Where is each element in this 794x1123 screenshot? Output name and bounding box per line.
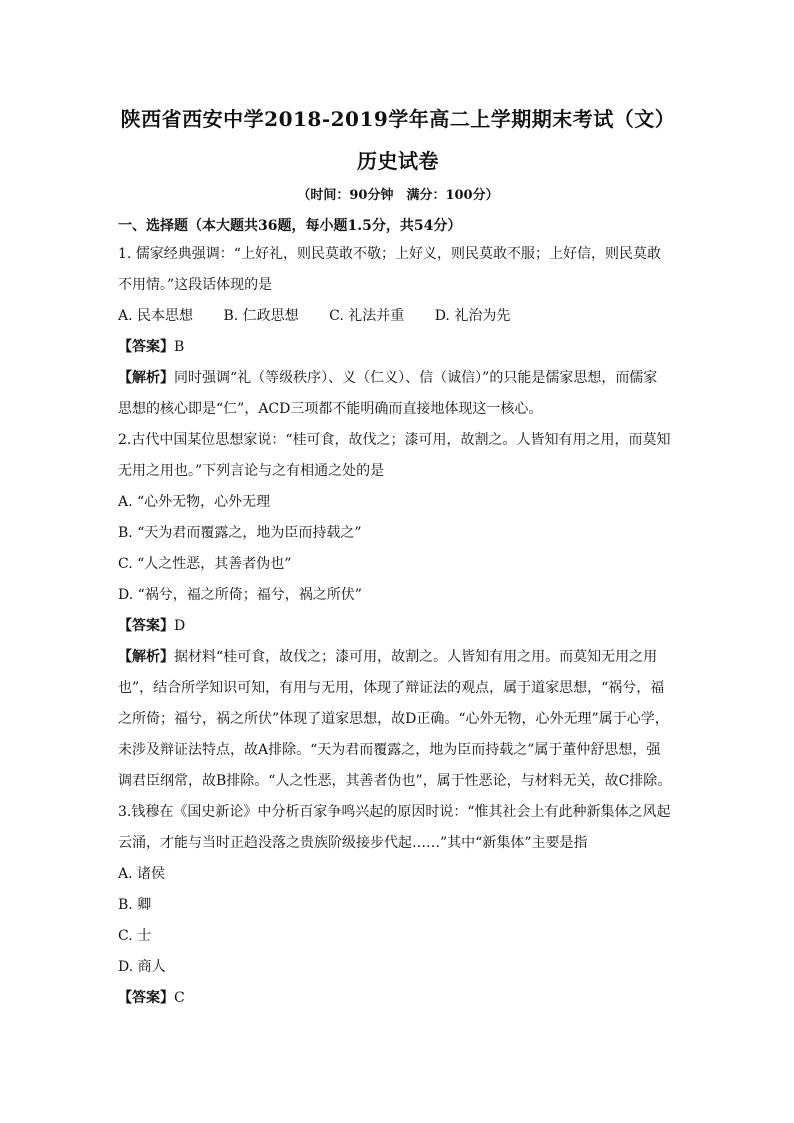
answer-value: B	[174, 339, 185, 355]
answer-value: C	[174, 990, 185, 1006]
question-3	[118, 797, 678, 1014]
question-2-option-a: A. “心外无物，心外无理	[118, 494, 271, 510]
question-1-options	[118, 301, 678, 332]
analysis-tag: 【解析】	[118, 370, 174, 386]
answer-tag: 【答案】	[118, 990, 174, 1006]
question-3-stem-line-2: 云涌，才能与当时正趋没落之贵族阶级接步代起……”其中“新集体”主要是指	[118, 835, 588, 851]
question-3-option-d: D. 商人	[118, 959, 166, 975]
section-heading: 一、选择题（本大题共36题，每小题1.5分，共54分）	[118, 218, 462, 234]
question-2	[118, 425, 678, 797]
answer-tag: 【答案】	[118, 618, 174, 634]
question-3-answer	[118, 983, 678, 1014]
question-3-stem-line-1: 3.钱穆在《国史新论》中分析百家争鸣兴起的原因时说：“惟其社会上有此种新集体之风起	[118, 804, 671, 820]
question-3-option-a: A. 诸侯	[118, 866, 166, 882]
question-3-option-b: B. 卿	[118, 897, 152, 913]
question-2-analysis-line-5: 调君臣纲常，故B排除。“人之性恶，其善者伪也”，属于性恶论，与材料无关，故C排除。	[118, 773, 672, 789]
question-2-stem-line-1: 2.古代中国某位思想家说：“桂可食，故伐之；漆可用，故割之。人皆知有用之用，而莫知	[118, 432, 671, 448]
question-2-analysis-line-2: 也”，结合所学知识可知，有用与无用，体现了辩证法的观点，属于道家思想，“祸兮，福	[118, 680, 665, 696]
question-1-analysis-line-1	[118, 363, 678, 394]
question-2-analysis-line-4: 未涉及辩证法特点，故A排除。“天为君而覆露之，地为臣而持载之”属于董仲舒思想，强	[118, 742, 661, 758]
answer-tag: 【答案】	[118, 339, 174, 355]
exam-title: 陕西省西安中学2018-2019学年高二上学期期末考试（文）	[120, 107, 676, 131]
question-1-option-c: C. 礼法并重	[329, 308, 405, 324]
exam-meta: （时间：90分钟 满分：100分）	[297, 188, 499, 203]
question-2-stem-line-2: 无用之用也。”下列言论与之有相通之处的是	[118, 463, 385, 479]
exam-subtitle: 历史试卷	[357, 149, 439, 173]
question-1-stem-line-1: 1. 儒家经典强调：“上好礼，则民莫敢不敬；上好义，则民莫敢不服；上好信，则民莫敢	[118, 246, 661, 262]
question-1-option-d: D. 礼治为先	[434, 308, 511, 324]
question-2-analysis-line-1	[118, 642, 678, 673]
question-2-analysis-line-3: 之所倚；福兮，祸之所伏”体现了道家思想，故D正确。“心外无物，心外无理”属于心学，	[118, 711, 669, 727]
analysis-tag: 【解析】	[118, 649, 174, 665]
question-1-analysis-line-2: 思想的核心即是“仁”，ACD三项都不能明确而直接地体现这一核心。	[118, 401, 543, 417]
question-2-option-c: C. “人之性恶，其善者伪也”	[118, 556, 292, 572]
question-1-stem-line-2: 不用情。”这段话体现的是	[118, 277, 273, 293]
question-1-option-a: A. 民本思想	[118, 308, 194, 324]
answer-value: D	[174, 618, 186, 634]
analysis-text: 据材料“桂可食，故伐之；漆可用，故割之。人皆知有用之用。而莫知无用之用	[174, 649, 658, 665]
question-1-answer	[118, 332, 678, 363]
question-2-answer	[118, 611, 678, 642]
question-1-option-b: B. 仁政思想	[223, 308, 299, 324]
question-1	[118, 239, 678, 425]
question-2-option-b: B. “天为君而覆露之，地为臣而持载之”	[118, 525, 362, 541]
question-2-option-d: D. “祸兮，福之所倚；福兮，祸之所伏”	[118, 587, 362, 603]
question-3-option-c: C. 士	[118, 928, 152, 944]
analysis-text: 同时强调“礼（等级秩序）、义（仁义）、信（诚信）”的只能是儒家思想，而儒家	[174, 370, 658, 386]
